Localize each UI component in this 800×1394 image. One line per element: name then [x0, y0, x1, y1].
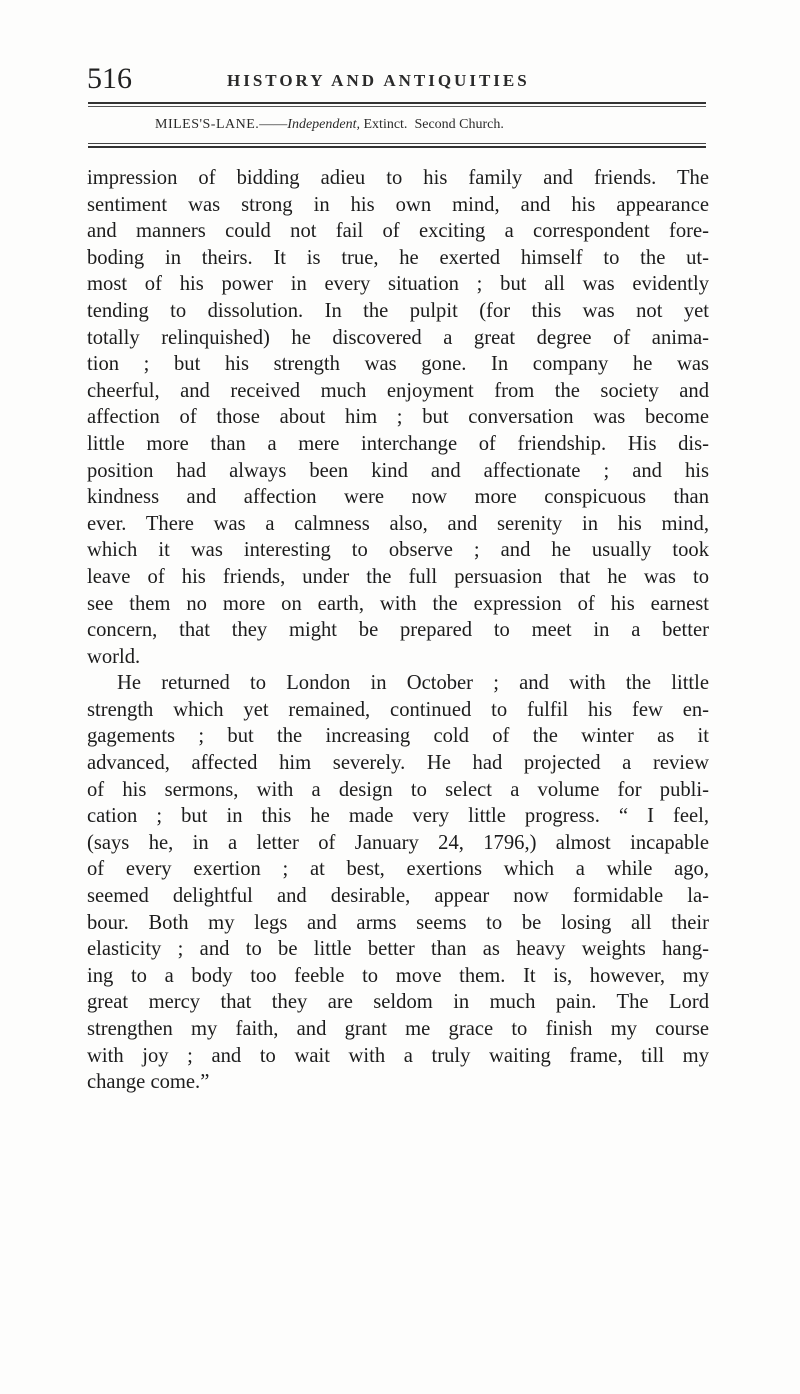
- subhead-dash: ——: [259, 117, 288, 132]
- text-line: see them no more on earth, with the expression of his earnest: [87, 592, 709, 615]
- text-line: which it was interesting to observe ; and he usually took: [87, 539, 709, 562]
- subhead-status: Extinct.: [360, 117, 408, 132]
- text-line: concern, that they might be prepared to meet in a better: [87, 619, 709, 642]
- text-line: gagements ; but the increasing cold of the winter as it: [87, 725, 709, 748]
- text-line: seemed delightful and desirable, appear now formidable la-: [87, 885, 709, 908]
- subhead-place: MILES'S-LANE.: [155, 117, 260, 132]
- running-head: [87, 63, 707, 95]
- text-line: He returned to London in October ; and with the little: [117, 672, 709, 695]
- text-line: world.: [87, 645, 141, 668]
- header-rule-thick: [88, 102, 706, 104]
- subhead-church: Second Church.: [414, 117, 504, 132]
- text-line: cheerful, and received much enjoyment from the society and: [87, 379, 709, 402]
- body-text: [87, 165, 709, 1096]
- text-line: of his sermons, with a design to select a volume for publi-: [87, 778, 709, 801]
- text-line: boding in theirs. It is true, he exerted himself to the ut-: [87, 246, 709, 269]
- text-line: strength which yet remained, continued to fulfil his few en-: [87, 698, 709, 721]
- text-line: impression of bidding adieu to his family and friends. The: [87, 167, 709, 189]
- text-line: totally relinquished) he discovered a great degree of anima-: [87, 326, 709, 349]
- text-line: bour. Both my legs and arms seems to be losing all their: [87, 911, 709, 934]
- text-line: great mercy that they are seldom in much pain. The Lord: [87, 991, 709, 1014]
- text-line: tending to dissolution. In the pulpit (for this was not yet: [87, 299, 709, 322]
- text-line: affection of those about him ; but conversation was become: [87, 406, 709, 429]
- subhead-rule-thick: [88, 146, 706, 148]
- section-subhead: [155, 115, 715, 135]
- text-line: with joy ; and to wait with a truly waiting frame, till my: [87, 1044, 709, 1067]
- text-line: and manners could not fail of exciting a correspondent fore-: [87, 220, 709, 243]
- text-line: ing to a body too feeble to move them. It is, however, my: [87, 964, 709, 987]
- text-line: position had always been kind and affectionate ; and his: [87, 459, 709, 482]
- text-line: tion ; but his strength was gone. In company he was: [87, 353, 709, 376]
- text-line: of every exertion ; at best, exertions which a while ago,: [87, 858, 709, 881]
- text-line: elasticity ; and to be little better than as heavy weights hang-: [87, 938, 709, 961]
- text-line: strengthen my faith, and grant me grace to finish my course: [87, 1018, 709, 1040]
- text-line: change come.”: [87, 1071, 210, 1094]
- text-line: (says he, in a letter of January 24, 1796,) almost incapable: [87, 831, 709, 854]
- header-rule-thin: [88, 106, 706, 107]
- text-line: ever. There was a calmness also, and serenity in his mind,: [87, 512, 709, 535]
- text-line: leave of his friends, under the full persuasion that he was to: [87, 565, 709, 588]
- text-line: little more than a mere interchange of friendship. His dis-: [87, 432, 709, 455]
- subhead-denomination: Independent,: [287, 117, 360, 132]
- text-line: sentiment was strong in his own mind, and his appearance: [87, 193, 709, 216]
- paragraph-2: [87, 670, 709, 1096]
- paragraph-1: [87, 165, 709, 670]
- running-title: HISTORY AND ANTIQUITIES: [227, 71, 530, 90]
- text-line: advanced, affected him severely. He had projected a review: [87, 752, 709, 775]
- subhead-rule-thin: [88, 143, 706, 144]
- page-number: 516: [87, 62, 132, 95]
- text-line: most of his power in every situation ; but all was evidently: [87, 273, 709, 296]
- text-line: kindness and affection were now more conspicuous than: [87, 486, 709, 509]
- text-line: cation ; but in this he made very little progress. “ I feel,: [87, 805, 709, 828]
